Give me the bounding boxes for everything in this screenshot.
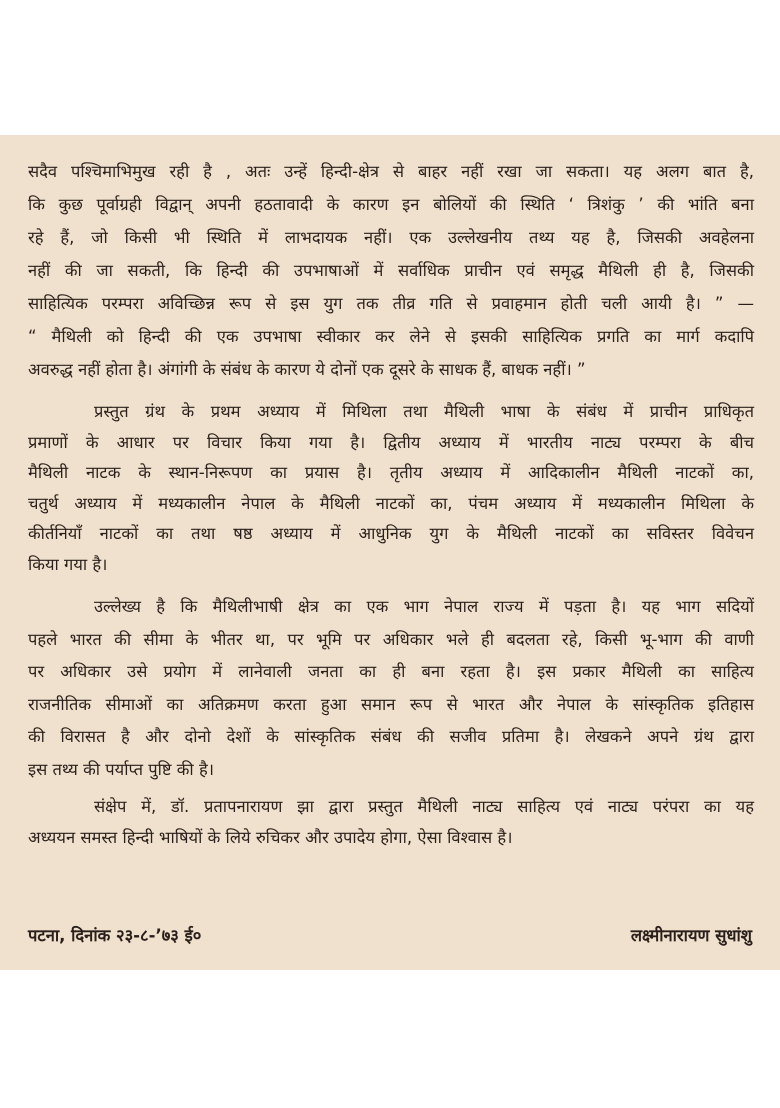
text-line: इस तथ्य की पर्याप्त पुष्टि की है।: [28, 760, 214, 779]
text-line: उल्लेख्य है कि मैथिलीभाषी क्षेत्र का एक भाग नेपाल राज्य में पड़ता है। यह भाग सदियों: [94, 597, 754, 616]
place-date: पटना, दिनांक २३-८-’७३ ई०: [28, 926, 202, 945]
text-line: कीर्तनियाँ नाटकों का तथा षष्ठ अध्याय में आधुनिक युग के मैथिली नाटकों का सविस्तर विवेचन: [28, 524, 754, 543]
text-line: पर अधिकार उसे प्रयोग में लानेवाली जनता का ही बना रहता है। इस प्रकार मैथिली का साहित्य: [28, 662, 754, 682]
text-line: राजनीतिक सीमाओं का अतिक्रमण करता हुआ समान रूप से भारत और नेपाल के सांस्कृतिक इतिहास: [28, 694, 754, 714]
text-line: मैथिली नाटक के स्थान-निरूपण का प्रयास है। तृतीय अध्याय में आदिकालीन मैथिली नाटकों का,: [28, 463, 754, 482]
text-line: रहे हैं, जो किसी भी स्थिति में लाभदायक नहीं। एक उल्लेखनीय तथ्य यह है, जिसकी अवहेलना: [28, 228, 754, 247]
text-line: संक्षेप में, डॉ. प्रतापनारायण झा द्वारा प्रस्तुत मैथिली नाट्य साहित्य एवं नाट्य परंपरा का यह: [94, 797, 754, 816]
text-line: किया गया है।: [28, 554, 108, 574]
text-line: “ मैथिली को हिन्दी की एक उपभाषा स्वीकार कर लेने से इसकी साहित्यिक प्रगति का मार्ग कदापि: [28, 327, 754, 346]
text-line: साहित्यिक परम्परा अविच्छिन्न रूप से इस युग तक तीव्र गति से प्रवाहमान होती चली आयी है। ” —: [28, 294, 754, 313]
text-line: पहले भारत की सीमा के भीतर था, पर भूमि पर अधिकार भले ही बदलता रहे, किसी भू-भाग की वाणी: [28, 629, 754, 649]
text-line: कि कुछ पूर्वाग्रही विद्वान् अपनी हठतावादी के कारण इन बोलियों की स्थिति ‘ त्रिशंकु ’ की भांति बना: [28, 195, 754, 214]
text-line: प्रस्तुत ग्रंथ के प्रथम अध्याय में मिथिला तथा मैथिली भाषा के संबंध में प्राचीन प्राधिकृत: [94, 402, 754, 421]
text-line: सदैव पश्चिमाभिमुख रही है , अतः उन्हें हिन्दी-क्षेत्र से बाहर नहीं रखा जा सकता। यह अलग बात है,: [28, 162, 754, 181]
text-line: अवरुद्ध नहीं होता है। अंगांगी के संबंध के कारण ये दोनों एक दूसरे के साधक हैं, बाधक नहीं। ”: [28, 360, 586, 379]
text-line: चतुर्थ अध्याय में मध्यकालीन नेपाल के मैथिली नाटकों का, पंचम अध्याय में मध्यकालीन मिथिला के: [28, 493, 754, 513]
text-line: अध्ययन समस्त हिन्दी भाषियों के लिये रुचिकर और उपादेय होगा, ऐसा विश्वास है।: [28, 828, 513, 847]
text-line: प्रमाणों के आधार पर विचार किया गया है। द्वितीय अध्याय में भारतीय नाट्य परम्परा के बीच: [28, 432, 754, 452]
text-line: नहीं की जा सकती, कि हिन्दी की उपभाषाओं में सर्वाधिक प्राचीन एवं समृद्ध मैथिली ही है, जिसकी: [28, 261, 754, 280]
text-line: की विरासत है और दोनो देशों के सांस्कृतिक संबंध की सजीव प्रतिमा है। लेखकने अपने ग्रंथ द्वारा: [28, 727, 754, 747]
author-signature: लक्ष्मीनारायण सुधांशु: [630, 926, 752, 945]
